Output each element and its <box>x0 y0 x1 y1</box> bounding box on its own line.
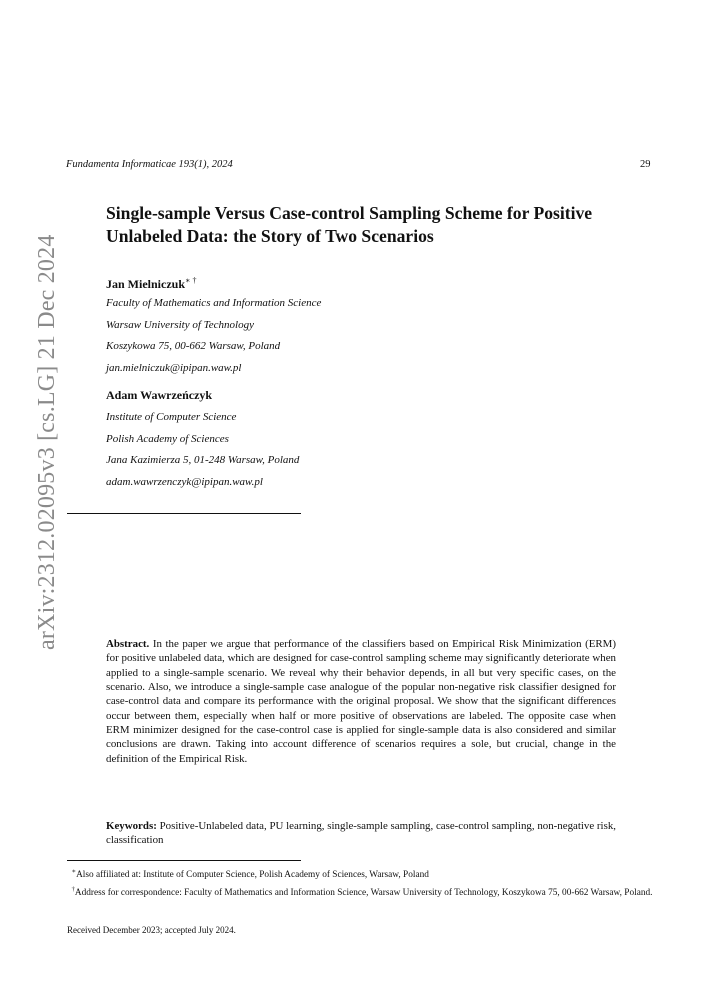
abstract-text: In the paper we argue that performance of the classifiers based on Empirical Risk Minimization (ERM) for positive unlabeled data, which are designed for case-control sampling scheme may significantly deteriorate when applied to a single-sample scenario. We reveal why their behavior depends, in all but very specific cases, on the scenario. Also, we introduce a single-sample case analogue of the popular non-negative risk classifier designed for case-control data and compare its performance with the original proposal. We show that the significant differences occur between them, especially when half or more positive of observations are labeled. The opposite case when ERM minimizer designed for the case-control case is applied for single-sample data is also considered and similar conclusions are drawn. Taking into account difference of scenarios requires a sole, but crucial, change in the definition of the Empirical Risk. <box>106 638 616 765</box>
footnote-mark: ∗ <box>71 868 77 875</box>
abstract <box>106 637 616 766</box>
affiliation-line: Koszykowa 75, 00-662 Warsaw, Poland <box>106 340 281 352</box>
footnote-text: Also affiliated at: Institute of Computer Science, Polish Academy of Sciences, Warsaw, Poland <box>76 870 429 881</box>
affiliation-line: Institute of Computer Science <box>106 411 237 423</box>
page-number: 29 <box>640 159 651 170</box>
author-email: adam.wawrzenczyk@ipipan.waw.pl <box>106 475 263 488</box>
author-email: jan.mielniczuk@ipipan.waw.pl <box>106 361 242 374</box>
keywords-label: Keywords: <box>106 820 157 832</box>
author-name <box>106 276 196 292</box>
abstract-label: Abstract. <box>106 638 150 650</box>
author-footnote-marks: ∗ † <box>185 276 197 285</box>
author-name <box>106 388 212 403</box>
received-date: Received December 2023; accepted July 2024. <box>67 925 236 935</box>
author-name-text: Jan Mielniczuk <box>106 277 186 291</box>
arxiv-stamp: arXiv:2312.02095v3 [cs.LG] 21 Dec 2024 <box>34 234 60 650</box>
paper-title <box>106 202 646 248</box>
affiliation-line: Polish Academy of Sciences <box>106 432 229 445</box>
footnotes <box>67 865 653 900</box>
author-affiliation <box>106 293 321 379</box>
author-affiliation <box>106 407 299 493</box>
footnote <box>67 865 653 883</box>
footnote-text: Address for correspondence: Faculty of Mathematics and Information Science, Warsaw University of Technology, Koszykowa 75, 00-662 Warsaw, Poland. <box>74 887 653 898</box>
keywords <box>106 819 616 848</box>
affiliation-line: Faculty of Mathematics and Information Science <box>106 297 322 309</box>
footnote-mark: † <box>71 885 75 893</box>
title-line: Unlabeled Data: the Story of Two Scenarios <box>106 226 434 246</box>
separator-rule <box>67 513 301 514</box>
keywords-text: Positive-Unlabeled data, PU learning, single-sample sampling, case-control sampling, non-negative risk, classification <box>106 820 616 847</box>
footnote-rule <box>67 860 301 861</box>
affiliation-line: Warsaw University of Technology <box>106 318 254 331</box>
running-head-journal: Fundamenta Informaticae 193(1), 2024 <box>66 159 233 170</box>
footnote <box>67 883 653 901</box>
title-line: Single-sample Versus Case-control Sampling Scheme for Positive <box>106 203 593 223</box>
affiliation-line: Jana Kazimierza 5, 01-248 Warsaw, Poland <box>106 454 300 466</box>
author-name-text: Adam Wawrzeńczyk <box>106 388 213 402</box>
